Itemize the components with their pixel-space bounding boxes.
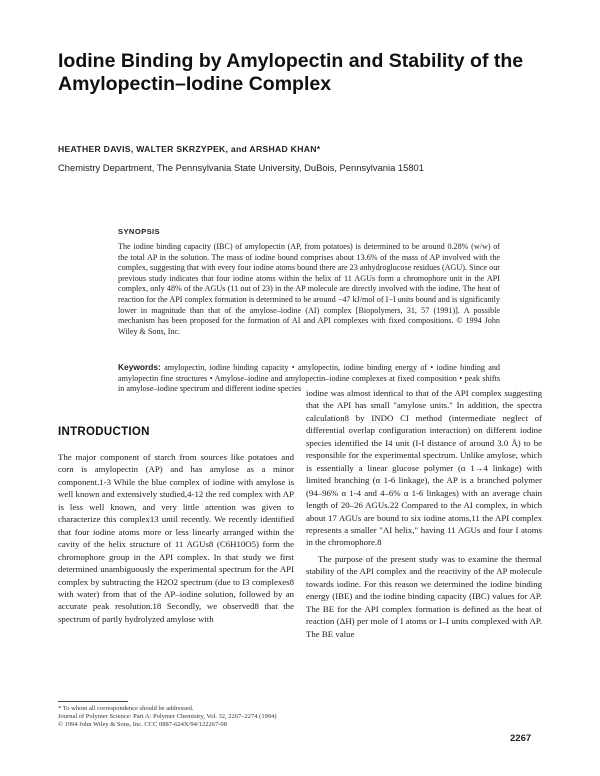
- keywords-label: Keywords:: [118, 362, 161, 372]
- synopsis-text: The iodine binding capacity (IBC) of amylopectin (AP, from potatoes) is determined to be around 0.28% (w/w) of the total AP in the solution. The mass of iodine bound comprises about 13.6% of the mass of AP involved with the complex, suggesting that with every four iodine atoms bound there are 23 anhydroglucose residues (AGU). Since our previous study indicates that four iodine atoms within the helix of 11 AGUs form a chromophore unit in the API complex, only 48% of the AGUs (11 out of 23) in the AP molecule are directly involved with the iodine. The heat of reaction for the API complex formation is determined to be around −47 kJ/mol of I−I units bound and is significantly lower in magnitude than that of the amylose–iodine (AI) complex [Biopolymers, 31, 57 (1991)]. A possible mechanism has been proposed for the formation of AI and API complexes with fixed compositions. © 1994 John Wiley & Sons, Inc.: [118, 242, 500, 336]
- intro-paragraph: iodine was almost identical to that of the API complex suggesting that the API has small "amylose units." In addition, the spectra calculation8 by INDO CI method (intermediate neglect of differential overlap configuration interaction) on different iodine species identified the I4 unit (I-I distance of around 3.0 Å) to be responsible for the experimental spectrum. Unlike amylose, which is essentially a linear glucose polymer (α 1→4 linkage) with limited branching (α 1-6 linkage), the AP is a branched polymer (94–96% α 1-4 and 4–6% α 1-6 linkages) with an average chain length of 20–26 AGUs.22 Compared to the AI complex, in which about 17 AGUs are bound to six iodine atoms,11 the API complex represents a smaller "AI helix," having 11 AGUs and four I atoms in the chromophore.8: [306, 388, 542, 548]
- footnote-journal: Journal of Polymer Science: Part A: Polymer Chemistry, Vol. 32, 2267–2274 (1994): [58, 713, 277, 721]
- page-number: 2267: [510, 733, 532, 744]
- footnote-correspondence: * To whom all correspondence should be addressed.: [58, 705, 194, 712]
- right-column-body: [306, 387, 542, 640]
- article-title: Iodine Binding by Amylopectin and Stability of the Amylopectin–Iodine Complex: [58, 50, 524, 95]
- author-affiliation: Chemistry Department, The Pennsylvania State University, DuBois, Pennsylvania 15801: [58, 162, 424, 173]
- footnotes: [58, 705, 294, 730]
- keywords-text: amylopectin, iodine binding capacity • amylopectin, iodine binding energy of • iodine binding and amylopectin fine structures • Amylose–iodine and amylopectin–iodine complexes at fixed composition • peak shifts in amylose–iodine spectrum and different iodine species: [118, 363, 500, 394]
- intro-paragraph: The purpose of the present study was to examine the thermal stability of the API complex and the reactivity of the AP molecule towards iodine. For this reason we determined the iodine binding energy (IBE) and the iodine binding capacity (IBC) values for AP. The BE for the API complex formation is defined as the heat of reaction (ΔH) per mole of I atoms or I–I units complexed with AP. The BE value: [306, 553, 542, 639]
- synopsis-heading: SYNOPSIS: [118, 227, 161, 236]
- footnote-copyright: © 1994 John Wiley & Sons, Inc. CCC 0887-624X/94/122267-08: [58, 721, 227, 729]
- intro-paragraph: The major component of starch from sources like potatoes and corn is amylopectin (AP) and has amylose as a minor component.1-3 While the blue complex of iodine with amylose is well known and extensively studied,4-12 the red complex with AP is less well known, and very little attention was given to characterize this complex13 until recently. We recently identified that four iodine atoms more or less linearly arranged within the cavity of the helix structure of 11 AGUs8 (C6H10O5) form the chromophore group in the API complex. In that study we first determined unambiguously the experimental spectrum for the API complex by subtracting the H2O2 spectrum (due to I3 complexes8 with water) from that of the AP–iodine solution, followed by an accurate peak resolution.18 Secondly, we observed8 that the spectrum of partly hydrolyzed amylose with: [58, 452, 294, 624]
- left-column-body: [58, 451, 294, 625]
- footnote-divider: [58, 701, 128, 702]
- introduction-heading: INTRODUCTION: [58, 426, 150, 438]
- article-authors: HEATHER DAVIS, WALTER SKRZYPEK, and ARSHAD KHAN*: [58, 144, 321, 154]
